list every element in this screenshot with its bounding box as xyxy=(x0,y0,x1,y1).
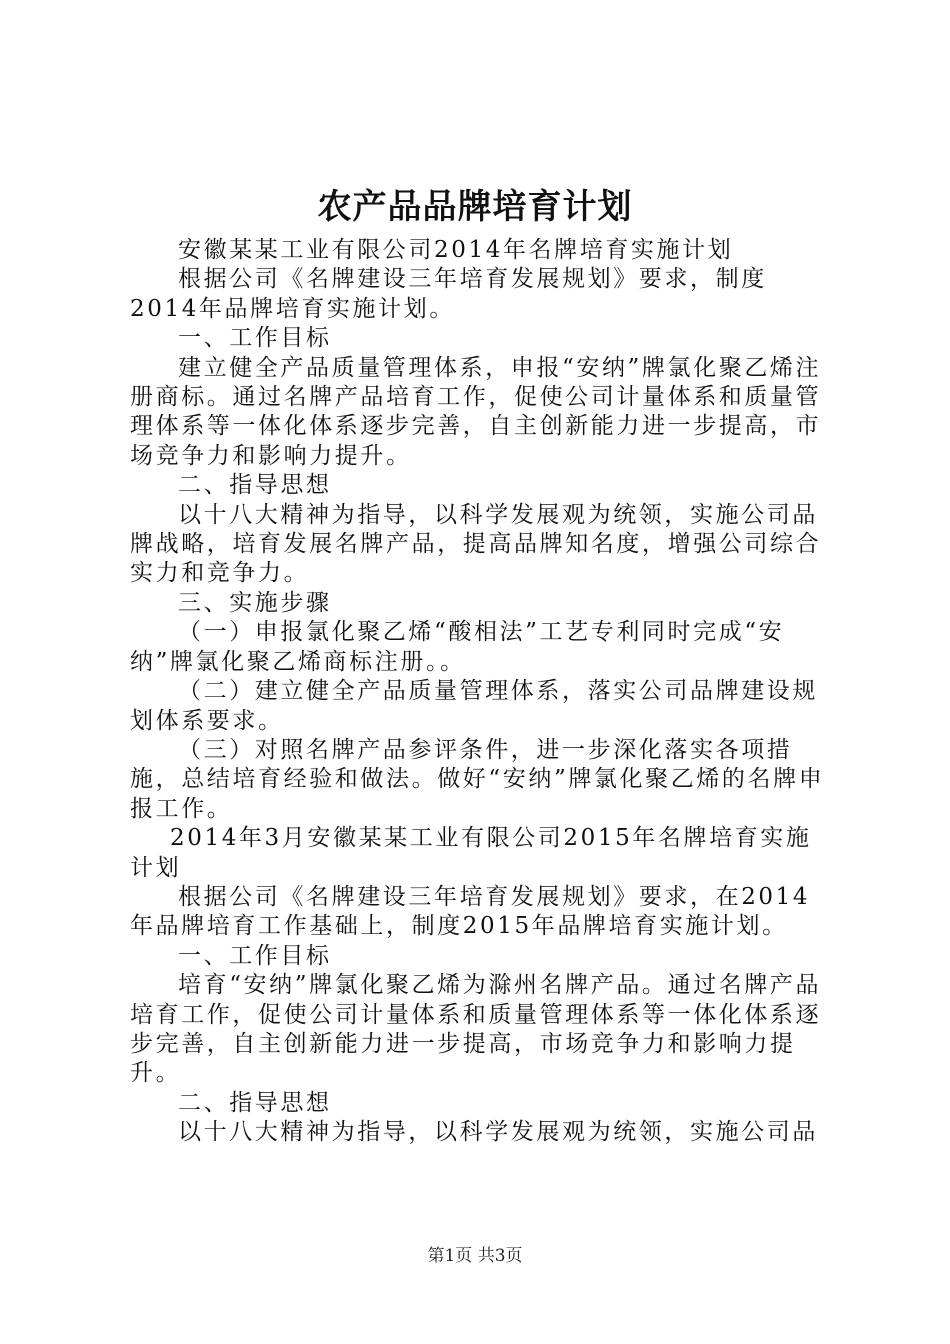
document-title: 农产品品牌培育计划 xyxy=(317,187,633,227)
heading-work-goal: 一、工作目标 xyxy=(178,325,332,352)
paragraph-intro-2014: 安徽某某工业有限公司2014年名牌培育实施计划 xyxy=(178,237,734,263)
heading-implementation-steps: 三、实施步骤 xyxy=(178,589,332,616)
paragraph-step-2: （二）建立健全产品质量管理体系，落实公司品牌建设规划体系要求。 xyxy=(130,678,818,734)
paragraph-step-3: （三）对照名牌产品参评条件，进一步深化落实各项措施，总结培育经验和做法。做好“安纳”牌氯化聚乙烯的名牌申报工作。 xyxy=(130,736,825,822)
paragraph-guiding-thought: 以十八大精神为指导，以科学发展观为统领，实施公司品牌战略，培育发展名牌产品，提高品牌知名度，增强公司综合实力和竞争力。 xyxy=(130,501,822,587)
heading-guiding-thought: 二、指导思想 xyxy=(178,472,332,499)
paragraph-work-goal: 建立健全产品质量管理体系，申报“安纳”牌氯化聚乙烯注册商标。通过名牌产品培育工作，促使公司计量体系和质量管理体系等一体化体系逐步完善，自主创新能力进一步提高，市场竞争力和影响力提升。 xyxy=(130,354,822,469)
page-number-footer: 第1页 共3页 xyxy=(427,1246,523,1266)
paragraph-2014-basis: 根据公司《名牌建设三年培育发展规划》要求，制度2014年品牌培育实施计划。 xyxy=(130,266,767,322)
document-body xyxy=(130,236,832,1148)
paragraph-step-1: （一）申报氯化聚乙烯“酸相法”工艺专利同时完成“安纳”牌氯化聚乙烯商标注册。。 xyxy=(130,619,785,675)
paragraph-work-goal-2015: 培育“安纳”牌氯化聚乙烯为滁州名牌产品。通过名牌产品培育工作，促使公司计量体系和质量管理体系等一体化体系逐步完善，自主创新能力进一步提高，市场竞争力和影响力提升。 xyxy=(130,972,822,1087)
heading-guiding-thought-2015: 二、指导思想 xyxy=(178,1089,332,1116)
paragraph-2015-basis: 根据公司《名牌建设三年培育发展规划》要求，在2014年品牌培育工作基础上，制度2015年品牌培育实施计划。 xyxy=(130,883,811,940)
paragraph-guiding-thought-2015: 以十八大精神为指导，以科学发展观为统领，实施公司品 xyxy=(178,1119,818,1146)
paragraph-intro-2015: 2014年3月安徽某某工业有限公司2015年名牌培育实施计划 xyxy=(130,825,812,881)
heading-work-goal-2015: 一、工作目标 xyxy=(178,942,332,969)
